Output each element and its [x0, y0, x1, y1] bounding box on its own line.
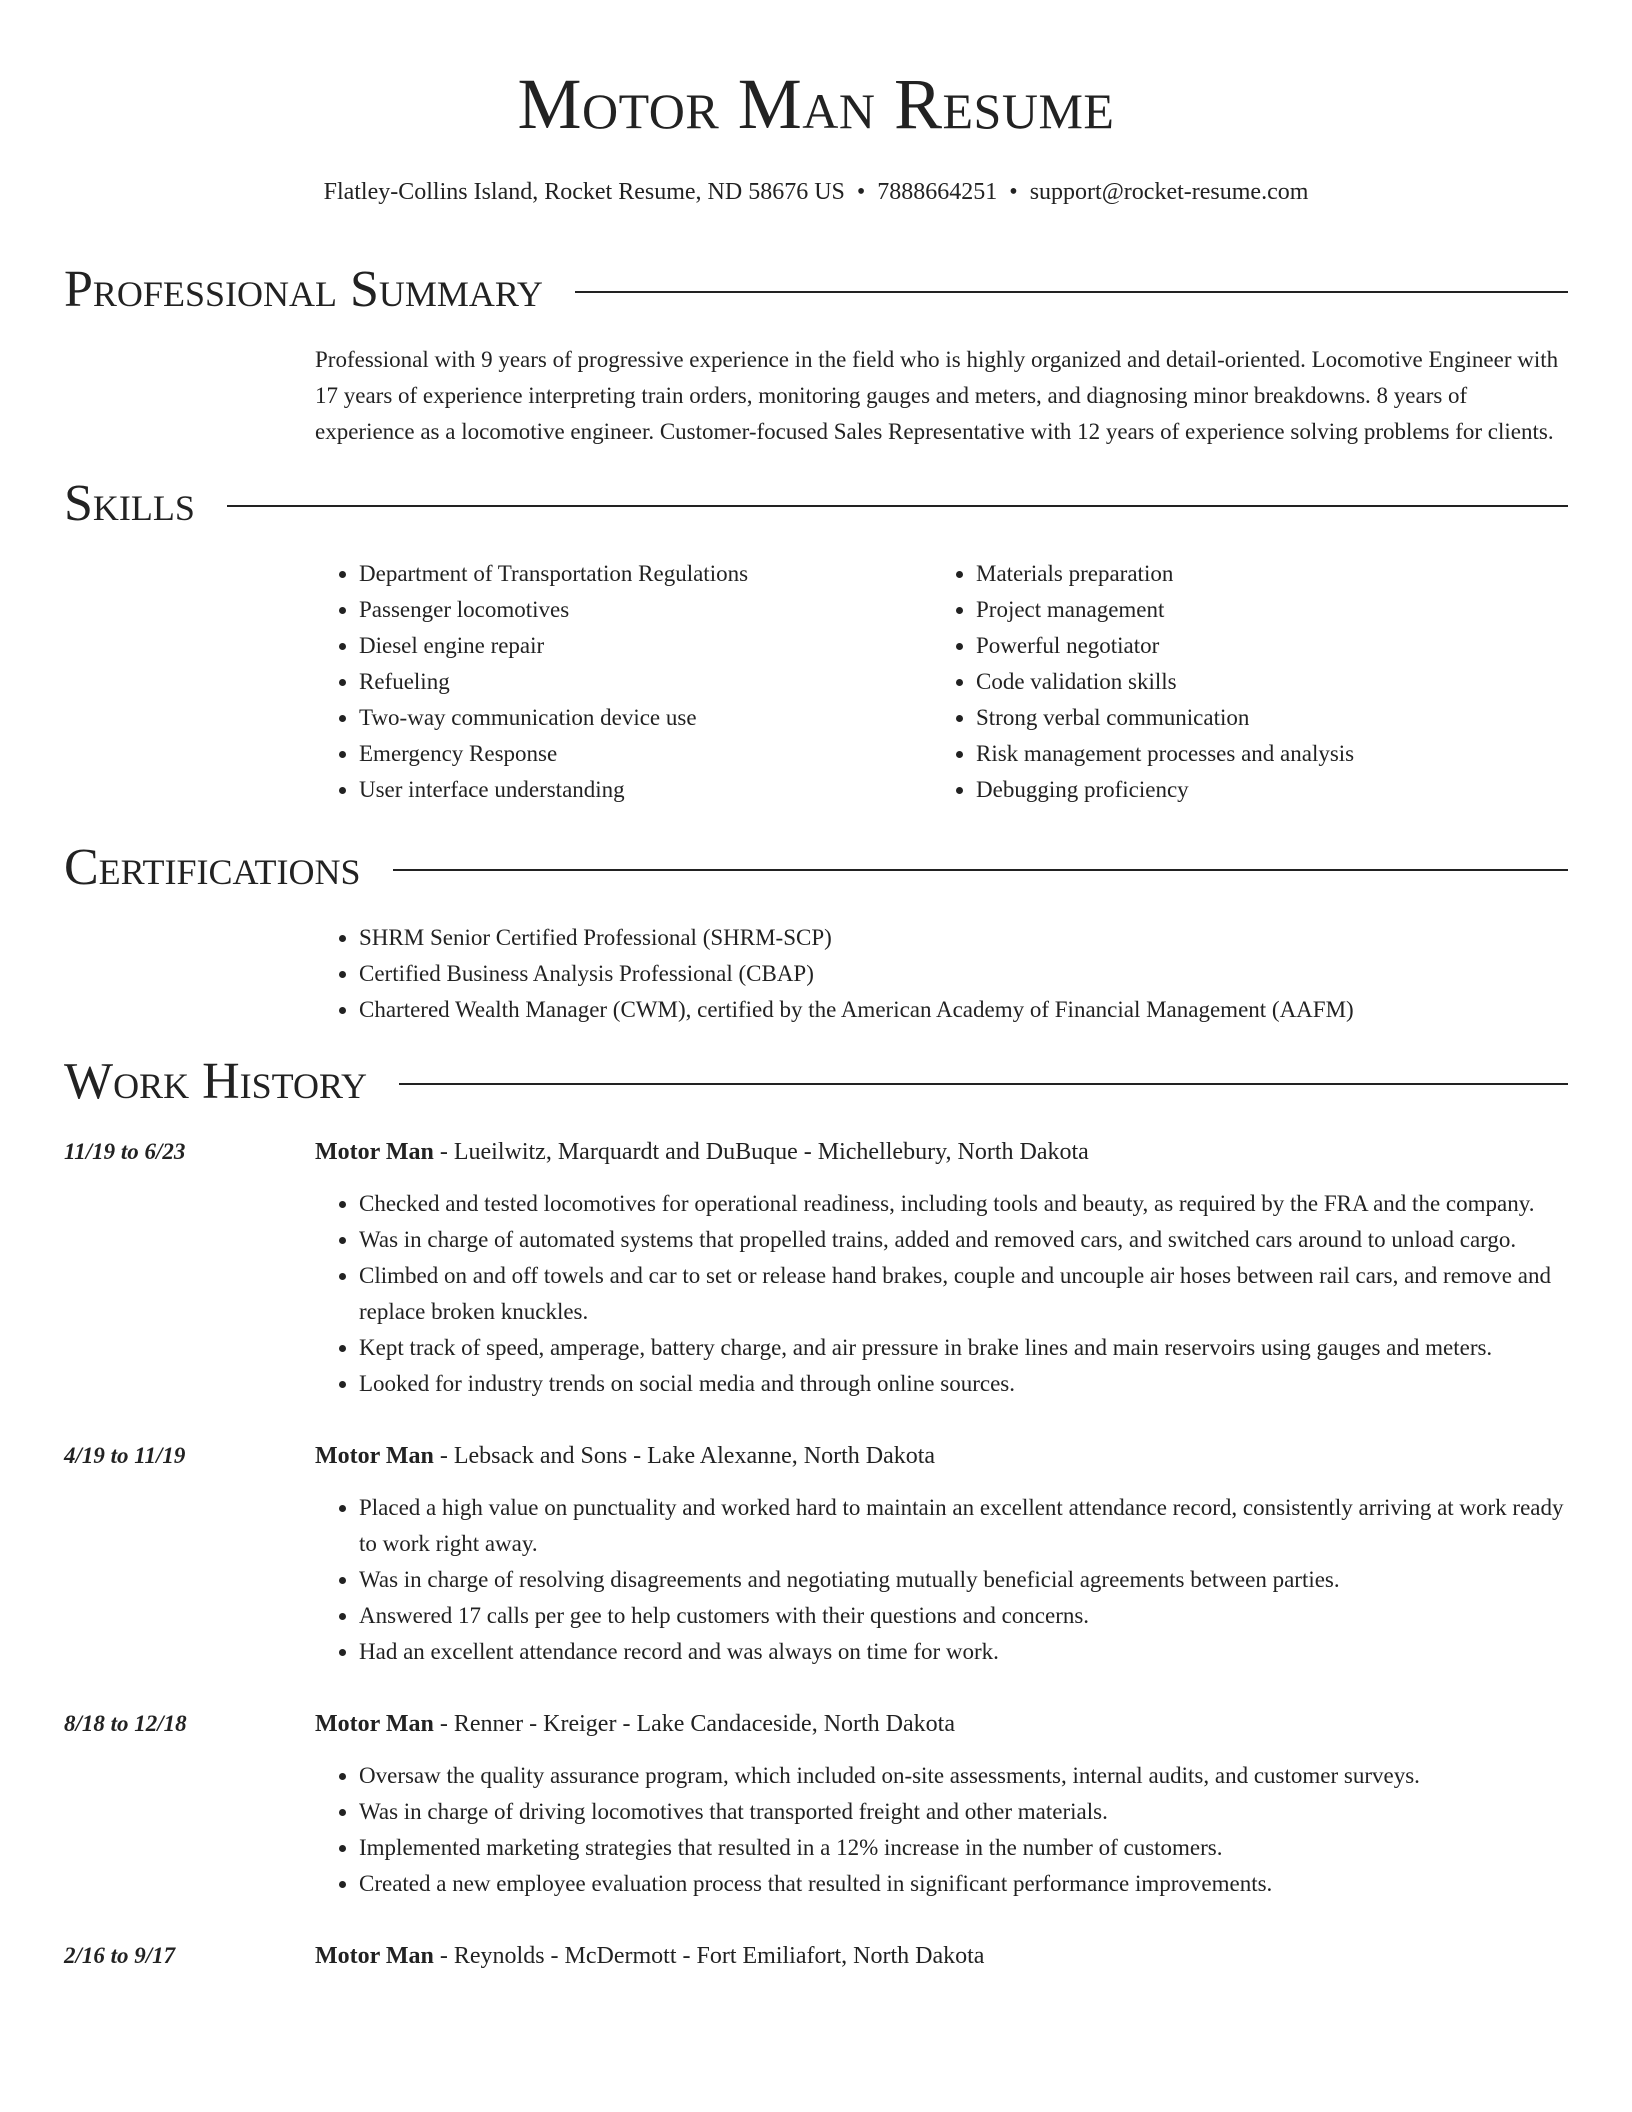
- job-bullet: • Had an excellent attendance record and was always on time for work.: [359, 1634, 1568, 1670]
- skills-column-right: [932, 556, 1549, 808]
- work-title-line: [315, 1938, 1568, 1974]
- job-bullet: • Answered 17 calls per gee to help customers with their questions and concerns.: [359, 1598, 1568, 1634]
- work-dates: 11/19 to 6/23: [64, 1139, 186, 1164]
- certification-item: • Chartered Wealth Manager (CWM), certified by the American Academy of Financial Management (AAFM): [359, 992, 1568, 1028]
- job-bullet: • Was in charge of automated systems that propelled trains, added and removed cars, and switched cars around to unload cargo.: [359, 1222, 1568, 1258]
- skills-column-left: [315, 556, 932, 808]
- work-entry: [64, 1438, 1568, 1670]
- certifications-section-header: [64, 838, 1568, 898]
- certifications-bullets: [315, 920, 1568, 1028]
- separator-dot: •: [856, 179, 866, 205]
- job-role: Motor Man: [315, 1443, 434, 1469]
- skill-item: • Materials preparation: [976, 556, 1549, 592]
- section-heading: Professional Summary: [64, 261, 543, 318]
- job-employer-location: - Renner - Kreiger - Lake Candaceside, North Dakota: [433, 1711, 955, 1737]
- job-bullet: • Oversaw the quality assurance program, which included on-site assessments, internal audits, and customer surveys.: [359, 1758, 1568, 1794]
- job-bullet: • Was in charge of driving locomotives that transported freight and other materials.: [359, 1794, 1568, 1830]
- work-entry: [64, 1938, 1568, 1974]
- work-title-line: [315, 1134, 1568, 1170]
- skill-item: • Strong verbal communication: [976, 700, 1549, 736]
- phone: 7888664251: [877, 179, 998, 205]
- job-bullets: [315, 1490, 1568, 1670]
- skill-item: • Risk management processes and analysis: [976, 736, 1549, 772]
- work-entry: [64, 1706, 1568, 1902]
- summary-section-header: [64, 260, 1568, 320]
- section-heading: Work History: [64, 1053, 368, 1110]
- job-employer-location: - Lebsack and Sons - Lake Alexanne, North Dakota: [433, 1443, 936, 1469]
- work-history-section-header: [64, 1052, 1568, 1112]
- skill-item: • Department of Transportation Regulations: [359, 556, 932, 592]
- job-employer-location: - Reynolds - McDermott - Fort Emiliafort, North Dakota: [433, 1943, 985, 1969]
- skills-right-list: [932, 556, 1549, 808]
- work-entry-body: [315, 1134, 1568, 1402]
- work-entry-body: [315, 1938, 1568, 1974]
- job-bullet: • Climbed on and off towels and car to set or release hand brakes, couple and uncouple air hoses between rail cars, and remove and replace broken knuckles.: [359, 1258, 1568, 1330]
- job-bullets: [315, 1758, 1568, 1902]
- address: Flatley-Collins Island, Rocket Resume, ND 58676 US: [323, 179, 845, 205]
- job-bullet: • Looked for industry trends on social media and through online sources.: [359, 1366, 1568, 1402]
- job-role: Motor Man: [315, 1139, 434, 1165]
- job-bullet: • Kept track of speed, amperage, battery charge, and air pressure in brake lines and main reservoirs using gauges and meters.: [359, 1330, 1568, 1366]
- work-title-line: [315, 1706, 1568, 1742]
- skills-left-list: [315, 556, 932, 808]
- job-role: Motor Man: [315, 1943, 434, 1969]
- skill-item: • Passenger locomotives: [359, 592, 932, 628]
- separator-dot: •: [1009, 179, 1018, 205]
- section-rule: [227, 505, 1568, 507]
- work-dates: 4/19 to 11/19: [64, 1443, 186, 1468]
- work-title-line: [315, 1438, 1568, 1474]
- job-employer-location: - Lueilwitz, Marquardt and DuBuque - Michellebury, North Dakota: [433, 1139, 1089, 1165]
- section-heading: Certifications: [64, 839, 361, 896]
- work-history-list: [64, 1134, 1568, 1974]
- section-rule: [393, 869, 1568, 871]
- skill-item: • User interface understanding: [359, 772, 932, 808]
- job-bullet: • Created a new employee evaluation process that resulted in significant performance improvements.: [359, 1866, 1568, 1902]
- job-bullet: • Implemented marketing strategies that resulted in a 12% increase in the number of customers.: [359, 1830, 1568, 1866]
- section-rule: [399, 1083, 1568, 1085]
- work-entry: [64, 1134, 1568, 1402]
- section-rule: [575, 291, 1568, 293]
- email: support@rocket-resume.com: [1029, 179, 1309, 205]
- job-bullet: • Was in charge of resolving disagreements and negotiating mutually beneficial agreements between parties.: [359, 1562, 1568, 1598]
- skill-item: • Powerful negotiator: [976, 628, 1549, 664]
- job-role: Motor Man: [315, 1711, 434, 1737]
- certifications-list: [315, 920, 1568, 1028]
- job-bullet: • Placed a high value on punctuality and worked hard to maintain an excellent attendance record, consistently arriving at work ready to work right away.: [359, 1490, 1568, 1562]
- resume-title: Motor Man Resume: [517, 64, 1115, 144]
- work-dates: 8/18 to 12/18: [64, 1711, 187, 1736]
- work-entry-body: [315, 1438, 1568, 1670]
- job-bullets: [315, 1186, 1568, 1402]
- skills-section-header: [64, 474, 1568, 534]
- certification-item: • SHRM Senior Certified Professional (SHRM-SCP): [359, 920, 1568, 956]
- section-heading: Skills: [64, 475, 195, 532]
- work-dates: 2/16 to 9/17: [64, 1943, 176, 1968]
- skill-item: • Diesel engine repair: [359, 628, 932, 664]
- skill-item: • Emergency Response: [359, 736, 932, 772]
- contact-line: [64, 176, 1568, 208]
- summary-text: Professional with 9 years of progressive experience in the field who is highly organized and detail-oriented. Locomotive Engineer with 17 years of experience interpreting train orders, monitoring gauges and meters, and diagnosing minor breakdowns. 8 years of experience as a locomotive engineer. Customer-focused Sales Representative with 12 years of experience solving problems for clients.: [315, 347, 1559, 444]
- skill-item: • Project management: [976, 592, 1549, 628]
- certification-item: • Certified Business Analysis Professional (CBAP): [359, 956, 1568, 992]
- skills-list: [315, 556, 1568, 808]
- skill-item: • Two-way communication device use: [359, 700, 932, 736]
- skill-item: • Debugging proficiency: [976, 772, 1549, 808]
- skill-item: • Code validation skills: [976, 664, 1549, 700]
- work-entry-body: [315, 1706, 1568, 1902]
- job-bullet: • Checked and tested locomotives for operational readiness, including tools and beauty, as required by the FRA and the company.: [359, 1186, 1568, 1222]
- skill-item: • Refueling: [359, 664, 932, 700]
- resume-page: [64, 0, 1568, 1974]
